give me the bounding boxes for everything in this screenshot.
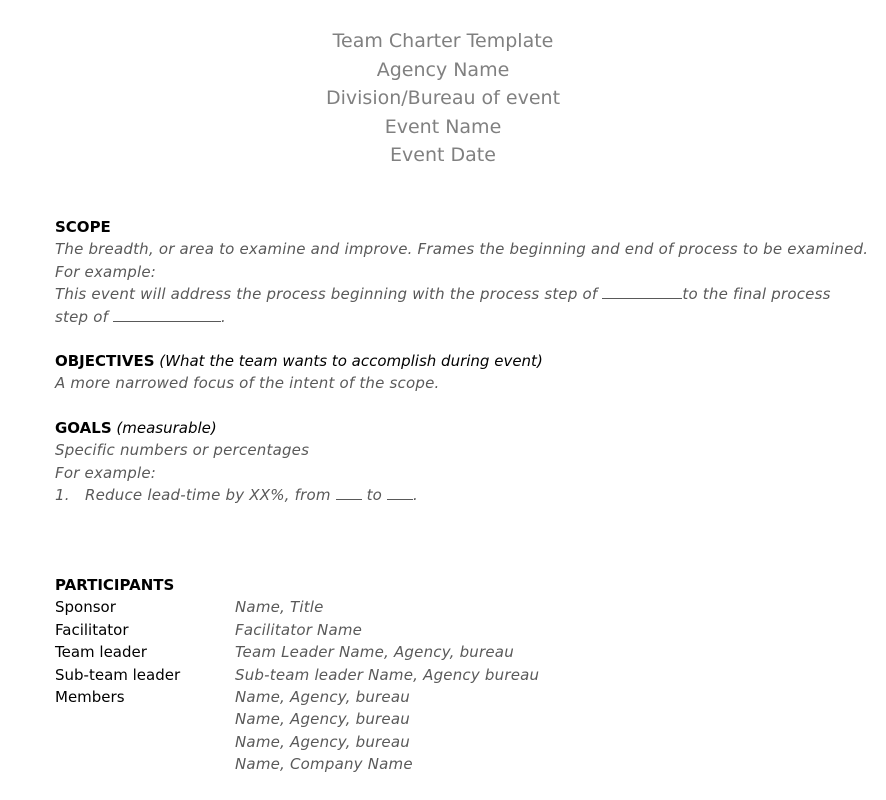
goals-to-blank bbox=[387, 485, 413, 500]
document-header bbox=[0, 27, 886, 170]
goals-from-blank bbox=[336, 485, 362, 500]
objectives-note: (What the team wants to accomplish during event) bbox=[159, 352, 543, 370]
goals-list-item bbox=[55, 484, 855, 506]
participant-row bbox=[55, 731, 855, 753]
goals-item-part2: to bbox=[366, 486, 383, 505]
goals-item-part1: Reduce lead-time by XX%, from bbox=[85, 486, 331, 505]
goals-note: (measurable) bbox=[116, 419, 217, 437]
scope-example-part3: step of bbox=[55, 307, 109, 326]
participant-row bbox=[55, 596, 855, 618]
participant-row bbox=[55, 664, 855, 686]
scope-example-end: . bbox=[221, 307, 227, 326]
participant-row bbox=[55, 641, 855, 663]
goals-heading-line bbox=[55, 417, 855, 439]
scope-example-part1: This event will address the process beginning with the process step of bbox=[55, 285, 598, 304]
objectives-description: A more narrowed focus of the intent of the scope. bbox=[55, 374, 440, 393]
goals-description: Specific numbers or percentages bbox=[55, 441, 310, 460]
participant-value: Name, Agency, bureau bbox=[235, 732, 410, 751]
participant-role: Members bbox=[55, 687, 125, 706]
scope-example-line-2 bbox=[55, 306, 855, 328]
participants-section bbox=[55, 574, 855, 776]
goals-item-number: 1. bbox=[55, 486, 70, 505]
participant-value: Name, Title bbox=[235, 598, 324, 617]
participant-value: Facilitator Name bbox=[235, 620, 363, 639]
objectives-heading: OBJECTIVES bbox=[55, 352, 155, 370]
goals-item-end: . bbox=[413, 486, 418, 505]
agency-name: Agency Name bbox=[376, 58, 510, 81]
participant-row bbox=[55, 619, 855, 641]
division-bureau: Division/Bureau of event bbox=[325, 87, 561, 109]
participant-value: Name, Agency, bureau bbox=[235, 687, 410, 706]
scope-end-blank bbox=[113, 307, 221, 322]
scope-heading: SCOPE bbox=[55, 218, 111, 236]
goals-section bbox=[55, 417, 855, 507]
participant-role: Facilitator bbox=[55, 620, 129, 639]
objectives-heading-line bbox=[55, 350, 855, 372]
participant-role: Sub-team leader bbox=[55, 665, 181, 684]
participant-row bbox=[55, 686, 855, 708]
event-name: Event Name bbox=[384, 115, 502, 138]
document-title: Team Charter Template bbox=[332, 30, 554, 52]
participant-value: Team Leader Name, Agency, bureau bbox=[235, 643, 514, 662]
participant-value: Sub-team leader Name, Agency bureau bbox=[235, 665, 540, 684]
event-date: Event Date bbox=[390, 144, 496, 166]
participant-value: Name, Company Name bbox=[235, 755, 413, 774]
participant-value: Name, Agency, bureau bbox=[235, 710, 410, 729]
participant-role: Sponsor bbox=[55, 598, 116, 617]
scope-example-line bbox=[55, 283, 855, 305]
scope-example-label: For example: bbox=[55, 262, 157, 281]
goals-example-label: For example: bbox=[55, 463, 157, 482]
scope-example-part2: to the final process bbox=[682, 285, 831, 304]
objectives-section bbox=[55, 350, 855, 395]
participant-row bbox=[55, 708, 855, 730]
scope-description: The breadth, or area to examine and improve. Frames the beginning and end of process to be examined. bbox=[55, 240, 869, 259]
scope-section bbox=[55, 216, 869, 328]
participant-role: Team leader bbox=[55, 643, 147, 662]
goals-heading: GOALS bbox=[55, 419, 112, 437]
scope-start-blank bbox=[602, 284, 682, 299]
participants-heading: PARTICIPANTS bbox=[55, 576, 175, 594]
participant-row bbox=[55, 753, 855, 775]
